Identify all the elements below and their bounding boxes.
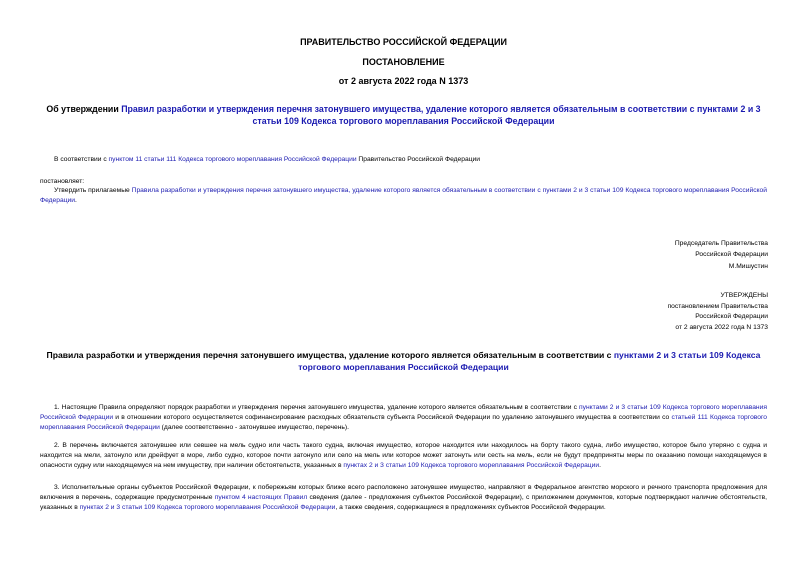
para3-text-1: 3. Исполнительные органы субъектов Российской Федерации, к побережьям которых ближе всего расположено затонувшее имущество, направляют в Федеральное агентство морского и речного транспорта предложения для включения в перечень, содержащие предусмотренные bbox=[40, 484, 767, 501]
para1-text-1: 1. Настоящие Правила определяют порядок разработки и утверждения перечня затонувшего имущества, удаление которого является обязательным в соответствии с bbox=[54, 404, 580, 411]
document-subject bbox=[40, 104, 767, 127]
intro-paragraph bbox=[54, 155, 774, 165]
decree-word: постановляет: bbox=[40, 178, 85, 185]
approval-stamp bbox=[668, 291, 768, 333]
subject-link[interactable]: Правил разработки и утверждения перечня затонувшего имущества, удаление которого является обязательным в соответствии с пунктами 2 и 3 статьи 109 Кодекса торгового мореплавания Российской Федерации bbox=[121, 104, 761, 126]
rules-title bbox=[40, 350, 767, 373]
approve-prefix: Утвердить прилагаемые bbox=[54, 187, 132, 194]
approved-by: постановлением Правительства bbox=[667, 302, 768, 310]
approved-date: от 2 августа 2022 года N 1373 bbox=[675, 323, 768, 331]
approve-suffix: . bbox=[75, 197, 77, 204]
para2-text-1: 2. В перечень включается затонувшее или севшее на мель судно или часть такого судна, включая имущество, которое находится или находилось на борту такого судна, либо имущество, которое было утеряно с судна и находится на мели, затонуло или дрейфует в море, либо судно, которое почти затонуло или село на мель или которое может затонуть или сесть на мель, если не будут предприняты меры по оказанию помощи находящемуся в опасности судну или находящемуся на нем имуществу, при наличии обстоятельств, указанных в bbox=[40, 442, 767, 469]
signature-position: Председатель Правительства bbox=[674, 240, 768, 247]
rules-paragraph-3 bbox=[40, 483, 767, 513]
subject-prefix: Об утверждении bbox=[46, 104, 122, 114]
approve-rules-link[interactable]: Правила разработки и утверждения перечня затонувшего имущества, удаление которого является обязательным в соответствии с пунктами 2 и 3 статьи 109 Кодекса торгового мореплавания Российской Федерации bbox=[40, 187, 767, 204]
rules-title-link[interactable]: пунктами 2 и 3 статьи 109 Кодекса торгового мореплавания Российской Федерации bbox=[298, 350, 761, 372]
para3-text-2: сведения (далее - предложения субъектов Российской Федерации), с приложением документов, которые подтверждают наличие обстоятельств, указанных в bbox=[40, 494, 767, 511]
signature-name: М.Мишустин bbox=[728, 262, 768, 270]
approve-paragraph bbox=[40, 186, 767, 206]
intro-suffix: Правительство Российской Федерации bbox=[356, 156, 481, 163]
para3-link-point-4[interactable]: пунктом 4 настоящих Правил bbox=[214, 494, 308, 501]
para3-text-3: , а также сведения, содержащиеся в предложениях субъектов Российской Федерации. bbox=[335, 504, 606, 511]
government-heading: ПРАВИТЕЛЬСТВО РОССИЙСКОЙ ФЕДЕРАЦИИ bbox=[300, 37, 507, 47]
document-date-number: от 2 августа 2022 года N 1373 bbox=[338, 76, 469, 86]
para2-link-article-109[interactable]: пунктах 2 и 3 статьи 109 Кодекса торгового мореплавания Российской Федерации bbox=[343, 462, 600, 469]
para1-link-article-109[interactable]: пунктами 2 и 3 статьи 109 Кодекса торгового мореплавания Российской Федерации bbox=[40, 404, 767, 421]
para1-text-3: (далее соответственно - затонувшее имущество, перечень). bbox=[159, 424, 349, 431]
rules-title-prefix: Правила разработки и утверждения перечня затонувшего имущества, удаление которого является обязательным в соответствии с bbox=[46, 350, 614, 360]
rules-paragraph-2 bbox=[40, 441, 767, 471]
approved-country: Российской Федерации bbox=[695, 313, 768, 320]
rules-paragraph-1 bbox=[40, 403, 767, 433]
signature-country: Российской Федерации bbox=[695, 251, 768, 259]
intro-prefix: В соответствии с bbox=[54, 156, 109, 163]
para2-text-2: . bbox=[599, 462, 601, 469]
signature-block bbox=[675, 238, 768, 272]
para1-text-2: и в отношении которого осуществляется софинансирование расходных обязательств субъекта Российской Федерации по удалению затонувшего имущества в соответствии со bbox=[113, 414, 672, 421]
para1-link-article-111[interactable]: статьей 111 Кодекса торгового мореплавания Российской Федерации bbox=[40, 414, 767, 431]
intro-link-article-111[interactable]: пунктом 11 статьи 111 Кодекса торгового мореплавания Российской Федерации bbox=[108, 156, 357, 163]
para3-link-article-109[interactable]: пунктах 2 и 3 статьи 109 Кодекса торгового мореплавания Российской Федерации bbox=[79, 504, 336, 511]
document-type: ПОСТАНОВЛЕНИЕ bbox=[362, 57, 445, 67]
approved-word: УТВЕРЖДЕНЫ bbox=[720, 292, 768, 299]
